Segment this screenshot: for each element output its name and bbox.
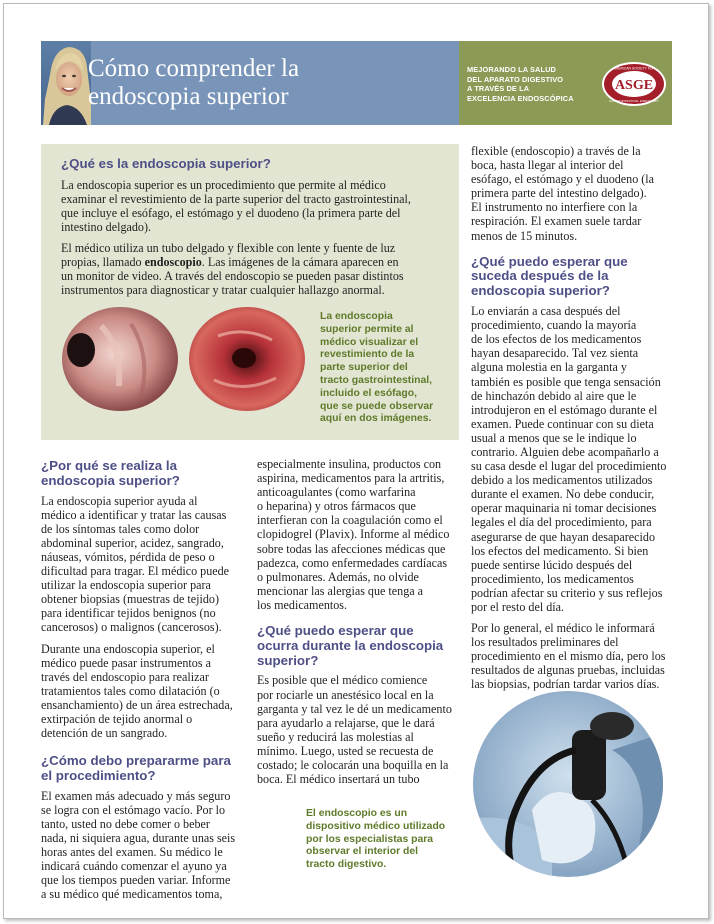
text-line: examinar el revestimiento de la parte superior del tracto gastrointestinal, [61, 191, 411, 206]
after-paragraph-1 [471, 304, 676, 614]
text-line: procedimiento en el mismo día, pero los [471, 649, 666, 664]
text-line: aspirina, medicamentos para la artritis, [257, 471, 445, 486]
text-line: flexible (endoscopio) a través de la [471, 144, 641, 158]
text-line: boca, hasta llegar al interior del [471, 158, 624, 173]
intro-heading: ¿Qué es la endoscopia superior? [61, 156, 271, 171]
endoscope-caption [306, 808, 476, 872]
text-line: procedimiento, los medicamentos [471, 571, 634, 586]
text-line: las biopsias, podrían tardar varios días. [471, 677, 660, 692]
text-line: Por lo general, el médico le informará [471, 621, 655, 636]
text-line: para ayudarlo a relajarse, que le dará [257, 715, 435, 730]
text-line: por el resto del día. [471, 600, 565, 615]
text-line: por rociarle un anestésico local en la [257, 687, 434, 702]
text-line: los medicamentos. [257, 597, 348, 612]
caption-line: aquí en dos imágenes. [320, 413, 432, 425]
text-line: El examen más adecuado y más seguro [41, 788, 231, 803]
heading-line: ¿Por qué se realiza la [41, 458, 177, 473]
caption-line: revestimiento de la [320, 349, 415, 361]
endoscopy-image-2 [188, 306, 306, 417]
text-line: detención de un sangrado. [41, 726, 168, 741]
intro-paragraph-2 [61, 241, 451, 297]
text-line: de los efectos de los medicamentos [471, 332, 642, 347]
text-line: sobre todas las afecciones médicas que [257, 541, 446, 556]
text-line: tanto, usted no debe comer o beber [41, 816, 210, 831]
text-line: alguna molestia en la garganta y [471, 360, 627, 375]
asge-logo [601, 61, 667, 107]
text-line: La endoscopia superior ayuda al [41, 493, 198, 508]
text-line: La endoscopia superior es un procedimiento que permite al médico [61, 177, 386, 192]
heading-line: ocurra durante la endoscopia [257, 637, 444, 653]
text-line: primera parte del intestino delgado). [471, 186, 647, 201]
intro-section [61, 157, 451, 298]
text-line: propias, llamado [61, 255, 145, 270]
bold-term: endoscopio [144, 255, 202, 270]
heading-line: ¿Qué puedo esperar que [471, 253, 628, 269]
text-line: . Las imágenes de la cámara aparecen en [201, 255, 399, 270]
text-line: cancerosos) o malignos (cancerosos). [41, 620, 222, 635]
text-line: los resultados preliminares del [471, 635, 619, 650]
meds-paragraph [257, 457, 467, 612]
text-line: los efectos del medicamento. Si bien [471, 543, 649, 558]
logo-ring-top: AMERICAN SOCIETY FOR [613, 66, 655, 71]
intro-image-caption [320, 311, 460, 426]
caption-line: que se puede observar [320, 400, 434, 412]
text-line: Lo enviarán a casa después del [471, 304, 621, 319]
text-line: Es posible que el médico comience [257, 673, 428, 688]
caption-line: incluido el esófago, [320, 387, 417, 399]
text-line: sueño y reducirá las molestias al [257, 729, 414, 744]
text-line: ensanchamiento) de un área estrechada, [41, 697, 233, 712]
tagline-line: EXCELENCIA ENDOSCÓPICA [467, 93, 574, 103]
text-line: también es posible que tenga sensación [471, 374, 661, 389]
text-line: clopidogrel (Plavix). Informe al médico [257, 527, 450, 542]
text-line: respiración. El examen suele tardar [471, 214, 642, 229]
prepare-paragraph [41, 789, 251, 902]
text-line: durante el examen. No debe conducir, [471, 487, 655, 502]
text-line: que incluye el esófago, el estómago y el duodeno (la primera parte del [61, 205, 401, 220]
text-line: para identificar tejidos benignos (no [41, 606, 216, 621]
text-line: indicará cuándo comenzar el ayuno ya [41, 859, 227, 874]
after-paragraph-2 [471, 621, 676, 691]
text-line: o pulmonares. Además, no olvide [257, 569, 419, 584]
text-line: través del endoscopio para realizar [41, 669, 209, 684]
heading-line: ¿Qué puedo esperar que [257, 623, 414, 639]
text-line: mencionar las alergias que tenga a [257, 583, 423, 598]
column-2 [257, 457, 467, 786]
text-line: introdujeron en el estómago durante el [471, 402, 658, 417]
header-banner [41, 41, 672, 125]
caption-line: superior permite al [320, 323, 414, 335]
continued-paragraph [471, 144, 676, 243]
prepare-heading [41, 754, 251, 784]
text-line: menos de 15 minutos. [471, 228, 578, 243]
text-line: tratamientos tales como dilatación (o [41, 683, 220, 698]
text-line: dificultad para tragar. El médico puede [41, 564, 230, 579]
text-line: costado; le colocarán una boquilla en la [257, 757, 449, 772]
caption-line: La endoscopia [320, 311, 393, 322]
during-paragraph [257, 673, 467, 786]
text-line: procedimiento, cuando la mayoría [471, 318, 637, 333]
heading-line: superior? [257, 652, 319, 668]
caption-line: tracto digestivo. [306, 859, 387, 871]
heading-line: ¿Cómo debo prepararme para [41, 753, 231, 769]
text-line: anticoagulantes (como warfarina [257, 485, 416, 500]
text-line: resultados de algunas pruebas, incluidas [471, 663, 665, 678]
caption-line: tracto gastrointestinal, [320, 374, 433, 386]
column-3 [471, 144, 676, 692]
text-line: garganta y tal vez le dé un medicamento [257, 701, 452, 716]
text-line: debido a los medicamentos utilizados [471, 473, 653, 488]
text-line: puede sentirse lúcido después del [471, 557, 633, 572]
why-paragraph-2 [41, 642, 251, 741]
column-1 [41, 459, 251, 902]
header-brand-panel [459, 41, 672, 125]
text-line: utilizar la endoscopia superior para [41, 578, 211, 593]
text-line: de los síntomas tales como dolor [41, 521, 200, 536]
text-line: médico puede pasar instrumentos a [41, 655, 211, 670]
tagline-line: A TRAVÉS DE LA [467, 84, 530, 94]
heading-line: endoscopia superior? [41, 472, 180, 488]
caption-line: dispositivo médico utilizado [306, 820, 446, 832]
title-line-2: endoscopia superior [88, 83, 289, 110]
title-line-1: Cómo comprender la [88, 55, 300, 82]
caption-line: El endoscopio es un [306, 808, 408, 819]
text-line: interfieran con la coagulación como el [257, 513, 443, 528]
text-line: se logra con el estómago vacío. Por lo [41, 802, 226, 817]
text-line: nada, ni siquiera agua, durante unas seis [41, 831, 236, 846]
text-line: operar maquinaria ni tomar decisiones [471, 501, 657, 516]
text-line: El instrumento no interfiere con la [471, 200, 638, 215]
text-line: extirpación de tejido anormal o [41, 712, 193, 726]
caption-line: por los especialistas para [306, 833, 434, 845]
text-line: que los tiempos pueden variar. Informe [41, 873, 231, 888]
text-line: de hinchazón debido al aire que le [471, 388, 637, 403]
text-line: especialmente insulina, productos con [257, 457, 442, 471]
text-line: náuseas, vómitos, pérdida de peso o [41, 549, 215, 564]
tagline [467, 65, 587, 103]
text-line: usual a menos que se le indique lo [471, 430, 637, 445]
logo-ring-bottom: GASTROINTESTINAL ENDOSCOPY [609, 99, 659, 103]
text-line: un monitor de video. A través del endoscopio se pueden pasar distintos [61, 269, 404, 284]
text-line: o heparina) y otros fármacos que [257, 499, 416, 514]
text-line: podrían afectar su criterio y sus reflejos [471, 585, 663, 600]
intro-paragraph-1 [61, 178, 451, 234]
text-line: legales el día del procedimiento, para [471, 515, 652, 530]
text-line: mínimo. Luego, usted se recuesta de [257, 743, 434, 758]
endoscopy-image-1 [61, 306, 179, 417]
text-line: esófago, el estómago y el duodeno (la [471, 172, 655, 187]
text-line: instrumentos para diagnosticar y tratar cualquier hallazgo anormal. [61, 283, 385, 298]
after-heading [471, 255, 676, 299]
text-line: su casa desde el lugar del procedimiento [471, 459, 667, 474]
text-line: médico a identificar y tratar las causas [41, 507, 227, 522]
during-heading [257, 624, 467, 668]
why-heading [41, 459, 251, 489]
caption-line: observar el interior del [306, 846, 419, 858]
text-line: examen. Puede continuar con su dieta [471, 416, 654, 431]
text-line: a su médico qué medicamentos toma, [41, 887, 223, 902]
tagline-line: MEJORANDO LA SALUD [467, 65, 556, 74]
heading-line: suceda después de la [471, 268, 609, 284]
text-line: intestino delgado). [61, 220, 152, 235]
text-line: asegurarse de que hayan desaparecido [471, 529, 655, 544]
caption-line: parte superior del [320, 362, 408, 374]
text-line: El médico utiliza un tubo delgado y flexible con lente y fuente de luz [61, 241, 396, 256]
caption-line: médico visualizar el [320, 336, 419, 348]
heading-line: el procedimiento? [41, 767, 156, 783]
heading-line: endoscopia superior? [471, 283, 610, 299]
page-title [88, 55, 299, 111]
text-line: contrario. Alguien debe acompañarlo a [471, 444, 659, 459]
text-line: hayan desaparecido. Tal vez sienta [471, 346, 639, 361]
endoscope-photo [472, 690, 664, 883]
text-line: padezca, como enfermedades cardíacas [257, 555, 448, 570]
tagline-line: DEL APARATO DIGESTIVO [467, 74, 564, 84]
text-line: abdominal superior, acidez, sangrado, [41, 535, 224, 550]
logo-wordmark: ASGE [614, 78, 654, 93]
text-line: Durante una endoscopia superior, el [41, 641, 215, 656]
text-line: obtener biopsias (muestras de tejido) [41, 592, 219, 607]
why-paragraph-1 [41, 494, 251, 635]
text-line: horas antes del examen. Su médico le [41, 845, 223, 860]
woman-portrait-photo [41, 41, 91, 125]
text-line: boca. El médico insertará un tubo [257, 772, 420, 787]
